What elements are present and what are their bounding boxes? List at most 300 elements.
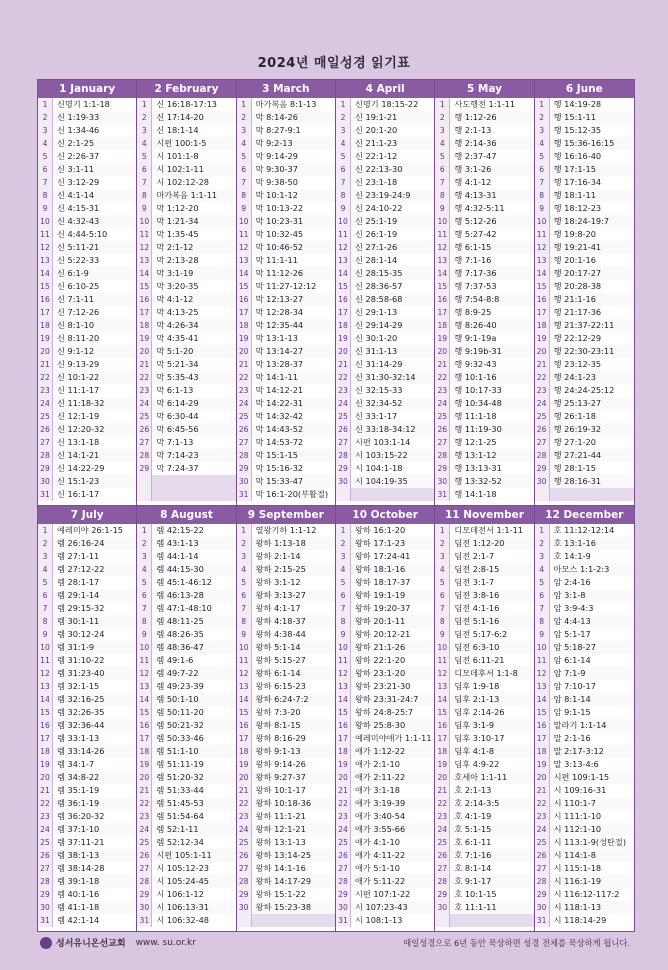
day-number: 8: [237, 189, 251, 202]
day-number: 29: [137, 888, 151, 901]
reading: 렘 31:1-9: [52, 641, 136, 654]
day-number: 20: [137, 345, 151, 358]
day-row: [137, 293, 235, 306]
day-number: 19: [535, 332, 549, 345]
reading: 막 15:33-47: [251, 475, 335, 488]
org-url[interactable]: www. su.or.kr: [135, 937, 196, 948]
reading: 렘 48:26-35: [151, 628, 235, 641]
day-number: 17: [137, 306, 151, 319]
day-number: 13: [535, 254, 549, 267]
reading: 렘 49:1-6: [151, 654, 235, 667]
reading: 렘 50:11-20: [151, 706, 235, 719]
day-row: [535, 654, 634, 667]
empty-cell: [449, 914, 533, 927]
day-number: 20: [237, 345, 251, 358]
day-number: 3: [336, 550, 350, 563]
day-number: 26: [435, 849, 449, 862]
day-number: 3: [336, 124, 350, 137]
day-number: 20: [38, 345, 52, 358]
reading: 신 29:14-29: [350, 319, 434, 332]
reading: 행 2:1-13: [449, 124, 533, 137]
day-row: [435, 280, 533, 293]
day-row: [237, 563, 335, 576]
day-row: [336, 488, 434, 501]
day-row: [435, 719, 533, 732]
day-row: [435, 475, 533, 488]
day-row: [336, 449, 434, 462]
reading: 신 21:1-23: [350, 137, 434, 150]
reading: 막 7:1-13: [151, 436, 235, 449]
reading: 신 28:36-57: [350, 280, 434, 293]
reading: 행 7:1-16: [449, 254, 533, 267]
day-number: 9: [38, 628, 52, 641]
reading: 신 31:1-13: [350, 345, 434, 358]
reading: 행 20:17-27: [549, 267, 634, 280]
day-row: [535, 488, 634, 501]
day-number: 25: [237, 410, 251, 423]
day-number: 14: [137, 693, 151, 706]
day-row: [237, 888, 335, 901]
day-number: 27: [237, 436, 251, 449]
month-header: 8 August: [137, 506, 235, 524]
reading: 왕하 7:3-20: [251, 706, 335, 719]
reading: 신 23:19-24:9: [350, 189, 434, 202]
day-row: [237, 319, 335, 332]
reading: 행 13:1-12: [449, 449, 533, 462]
day-number: 31: [535, 914, 549, 927]
day-number: 5: [535, 150, 549, 163]
day-row: [435, 306, 533, 319]
day-number: 14: [435, 693, 449, 706]
day-row: [38, 914, 136, 927]
day-number: 29: [137, 462, 151, 475]
day-number: 29: [237, 462, 251, 475]
reading: 왕하 3:13-27: [251, 589, 335, 602]
day-row: [237, 745, 335, 758]
reading: 행 16:16-40: [549, 150, 634, 163]
day-number: 23: [237, 384, 251, 397]
reading: 딤후 3:1-9: [449, 719, 533, 732]
day-row: [435, 576, 533, 589]
reading: 애가 5:1-10: [350, 862, 434, 875]
day-row: [137, 576, 235, 589]
day-number: 11: [535, 228, 549, 241]
month-header: 10 October: [336, 506, 434, 524]
day-row: [435, 176, 533, 189]
reading: 행 11:19-30: [449, 423, 533, 436]
day-row: [38, 293, 136, 306]
day-number: 17: [435, 306, 449, 319]
day-number: [535, 488, 549, 501]
day-number: 1: [137, 524, 151, 537]
day-row: [435, 384, 533, 397]
day-row: [336, 410, 434, 423]
day-number: 9: [535, 202, 549, 215]
day-row: [38, 150, 136, 163]
day-number: 4: [237, 137, 251, 150]
day-number: 31: [38, 488, 52, 501]
month-header: 5 May: [435, 80, 533, 98]
day-number: 23: [336, 384, 350, 397]
day-row: [336, 602, 434, 615]
day-number: 10: [435, 215, 449, 228]
reading: 행 27:21-44: [549, 449, 634, 462]
day-row: [535, 758, 634, 771]
day-number: 6: [137, 589, 151, 602]
reading: 렘 32:16-25: [52, 693, 136, 706]
day-number: 6: [137, 163, 151, 176]
day-number: 8: [336, 189, 350, 202]
day-row: [336, 462, 434, 475]
day-row: [237, 576, 335, 589]
day-row: [38, 202, 136, 215]
day-row: [237, 524, 335, 537]
day-number: 28: [336, 875, 350, 888]
reading: 행 25:13-27: [549, 397, 634, 410]
reading: 애가 3:19-39: [350, 797, 434, 810]
reading: 왕하 15:1-22: [251, 888, 335, 901]
day-row: [535, 150, 634, 163]
day-row: [38, 758, 136, 771]
day-number: 15: [38, 280, 52, 293]
reading: 막 9:2-13: [251, 137, 335, 150]
day-number: 19: [137, 758, 151, 771]
day-number: 21: [38, 358, 52, 371]
day-row: [435, 628, 533, 641]
day-number: 1: [137, 98, 151, 111]
day-number: 31: [237, 488, 251, 501]
day-row: [435, 98, 533, 111]
day-row: [435, 137, 533, 150]
reading: 딤전 4:1-16: [449, 602, 533, 615]
day-row: [435, 901, 533, 914]
reading: 렘 33:1-13: [52, 732, 136, 745]
reading: 막 9:38-50: [251, 176, 335, 189]
reading: 시 111:1-10: [549, 810, 634, 823]
day-number: 1: [535, 524, 549, 537]
reading: 행 12:1-25: [449, 436, 533, 449]
reading: 행 24:1-23: [549, 371, 634, 384]
day-number: 9: [137, 202, 151, 215]
reading: 애가 5:11-22: [350, 875, 434, 888]
day-number: 18: [435, 745, 449, 758]
reading: 왕하 1:13-18: [251, 537, 335, 550]
day-number: 9: [237, 628, 251, 641]
day-number: 11: [435, 228, 449, 241]
day-row: [535, 267, 634, 280]
day-row: [237, 98, 335, 111]
day-number: 17: [435, 732, 449, 745]
day-row: [535, 667, 634, 680]
reading: 시 105:12-23: [151, 862, 235, 875]
day-number: 24: [137, 397, 151, 410]
day-row: [435, 745, 533, 758]
reading: 딤전 3:8-16: [449, 589, 533, 602]
day-row: [535, 537, 634, 550]
reading: 렘 29:15-32: [52, 602, 136, 615]
day-number: 15: [237, 706, 251, 719]
day-row: [535, 241, 634, 254]
reading: 행 18:12-23: [549, 202, 634, 215]
day-row: [336, 306, 434, 319]
month-column: [535, 506, 634, 931]
reading: 신 3:1-11: [52, 163, 136, 176]
day-number: 29: [435, 888, 449, 901]
reading: 왕하 22:1-20: [350, 654, 434, 667]
day-row: [435, 784, 533, 797]
day-row: [435, 888, 533, 901]
reading: 행 15:12-35: [549, 124, 634, 137]
day-number: 22: [336, 797, 350, 810]
reading: 행 9:19b-31: [449, 345, 533, 358]
day-row: [535, 797, 634, 810]
day-number: 17: [336, 732, 350, 745]
day-row: [137, 423, 235, 436]
day-number: 11: [38, 654, 52, 667]
day-number: 31: [435, 488, 449, 501]
day-number: 5: [137, 576, 151, 589]
day-row: [535, 576, 634, 589]
day-number: 26: [38, 849, 52, 862]
reading: 행 18:24-19:7: [549, 215, 634, 228]
day-number: 24: [535, 397, 549, 410]
reading: 애가 2:1-10: [350, 758, 434, 771]
day-row: [38, 137, 136, 150]
reading: 신 11:18-32: [52, 397, 136, 410]
reading: 호세아 1:1-11: [449, 771, 533, 784]
reading: 딤후 1:9-18: [449, 680, 533, 693]
day-number: 8: [535, 189, 549, 202]
reading: 암 5:18-27: [549, 641, 634, 654]
day-number: 25: [38, 836, 52, 849]
reading: 신 29:1-13: [350, 306, 434, 319]
day-row: [435, 150, 533, 163]
day-row: [237, 602, 335, 615]
reading: 신 4:1-14: [52, 189, 136, 202]
reading: 시 106:1-12: [151, 888, 235, 901]
reading: 신 2:26-37: [52, 150, 136, 163]
day-number: 18: [38, 745, 52, 758]
reading: 왕하 6:15-23: [251, 680, 335, 693]
reading: 막 11:1-11: [251, 254, 335, 267]
day-number: 19: [535, 758, 549, 771]
day-number: 25: [38, 410, 52, 423]
reading: 왕하 13:14-25: [251, 849, 335, 862]
reading: 암 7:1-9: [549, 667, 634, 680]
day-number: 8: [435, 615, 449, 628]
day-number: 6: [435, 589, 449, 602]
day-row: [38, 888, 136, 901]
day-number: 18: [137, 319, 151, 332]
day-number: 12: [137, 667, 151, 680]
reading: 신 12:1-19: [52, 410, 136, 423]
reading: 행 10:17-33: [449, 384, 533, 397]
day-number: 8: [435, 189, 449, 202]
reading: 행 10:1-16: [449, 371, 533, 384]
month-column: [38, 506, 137, 931]
reading: 신명기 18:15-22: [350, 98, 434, 111]
day-row: [137, 875, 235, 888]
reading: 왕하 20:12-21: [350, 628, 434, 641]
reading: 행 10:34-48: [449, 397, 533, 410]
reading: 시편 107:1-22: [350, 888, 434, 901]
day-row: [237, 202, 335, 215]
reading: 행 24:24-25:12: [549, 384, 634, 397]
day-row: [237, 111, 335, 124]
day-number: 14: [38, 693, 52, 706]
day-row: [237, 176, 335, 189]
day-row: [237, 228, 335, 241]
reading: 암 3:9-4:3: [549, 602, 634, 615]
day-number: 5: [38, 150, 52, 163]
day-number: 27: [336, 436, 350, 449]
reading: 신 31:30-32:14: [350, 371, 434, 384]
day-number: 1: [535, 98, 549, 111]
day-number: 15: [336, 706, 350, 719]
day-row: [38, 589, 136, 602]
day-number: 13: [336, 254, 350, 267]
reading: 왕하 8:16-29: [251, 732, 335, 745]
day-number: 3: [237, 550, 251, 563]
day-number: 28: [435, 449, 449, 462]
reading: 행 27:1-20: [549, 436, 634, 449]
day-row: [535, 810, 634, 823]
day-number: 29: [237, 888, 251, 901]
month-header: 3 March: [237, 80, 335, 98]
day-number: 30: [336, 475, 350, 488]
day-number: 6: [38, 589, 52, 602]
reading: 딤후 4:1-8: [449, 745, 533, 758]
day-number: 28: [137, 449, 151, 462]
reading: 행 6:1-15: [449, 241, 533, 254]
day-row: [535, 98, 634, 111]
day-row: [336, 293, 434, 306]
reading: 행 2:37-47: [449, 150, 533, 163]
day-number: 23: [137, 384, 151, 397]
day-number: 12: [435, 667, 449, 680]
day-row: [237, 849, 335, 862]
day-row: [38, 641, 136, 654]
day-number: 9: [435, 628, 449, 641]
day-number: 31: [137, 914, 151, 927]
day-row: [237, 537, 335, 550]
reading: 막 6:30-44: [151, 410, 235, 423]
day-number: 22: [535, 797, 549, 810]
reading: 왕하 5:15-27: [251, 654, 335, 667]
reading: 암 8:1-14: [549, 693, 634, 706]
day-row: [137, 914, 235, 927]
day-row: [435, 202, 533, 215]
reading: 신 7:12-26: [52, 306, 136, 319]
reading: 신 28:1-14: [350, 254, 434, 267]
empty-cell: [151, 488, 235, 501]
reading: 막 6:45-56: [151, 423, 235, 436]
day-number: 18: [237, 745, 251, 758]
reading: 신명기 1:1-18: [52, 98, 136, 111]
day-number: 18: [336, 745, 350, 758]
reading: 애가 3:55-66: [350, 823, 434, 836]
day-number: 13: [38, 254, 52, 267]
reading: 렘 46:13-28: [151, 589, 235, 602]
day-number: 12: [38, 241, 52, 254]
reading: 행 9:1-19a: [449, 332, 533, 345]
day-number: 10: [535, 641, 549, 654]
day-row: [535, 914, 634, 927]
day-number: 5: [435, 576, 449, 589]
reading: 행 17:16-34: [549, 176, 634, 189]
reading: 신 7:1-11: [52, 293, 136, 306]
reading: 막 13:1-13: [251, 332, 335, 345]
day-row: [535, 410, 634, 423]
day-row: [237, 410, 335, 423]
day-row: [237, 475, 335, 488]
day-row: [535, 641, 634, 654]
day-row: [336, 215, 434, 228]
day-number: 4: [38, 563, 52, 576]
reading: 행 28:16-31: [549, 475, 634, 488]
day-row: [137, 98, 235, 111]
reading: 시 118:14-29: [549, 914, 634, 927]
reading: 왕하 17:1-23: [350, 537, 434, 550]
day-number: 21: [336, 784, 350, 797]
reading: 렘 42:1-14: [52, 914, 136, 927]
day-number: 22: [237, 371, 251, 384]
day-row: [38, 537, 136, 550]
reading: 말라기 1:1-14: [549, 719, 634, 732]
reading: 왕하 13:1-13: [251, 836, 335, 849]
reading: 왕하 14:17-29: [251, 875, 335, 888]
day-number: 10: [237, 641, 251, 654]
day-number: 31: [38, 914, 52, 927]
day-row: [435, 732, 533, 745]
day-number: [435, 914, 449, 927]
day-number: 17: [237, 306, 251, 319]
day-number: 19: [38, 758, 52, 771]
day-row: [38, 654, 136, 667]
day-number: 12: [137, 241, 151, 254]
day-number: 26: [535, 849, 549, 862]
day-number: 14: [535, 693, 549, 706]
day-row: [336, 98, 434, 111]
reading: 시 103:15-22: [350, 449, 434, 462]
day-number: 2: [38, 111, 52, 124]
day-number: 14: [336, 693, 350, 706]
day-number: 21: [435, 784, 449, 797]
reading: 렘 31:23-40: [52, 667, 136, 680]
reading: 신 24:10-22: [350, 202, 434, 215]
reading: 렘 45:1-46:12: [151, 576, 235, 589]
day-row: [535, 358, 634, 371]
reading: 딤후 3:10-17: [449, 732, 533, 745]
day-number: 3: [435, 550, 449, 563]
month-header: 7 July: [38, 506, 136, 524]
day-row: [38, 706, 136, 719]
day-row: [38, 436, 136, 449]
day-row: [237, 358, 335, 371]
day-number: 10: [137, 215, 151, 228]
day-number: 6: [535, 589, 549, 602]
day-row: [336, 550, 434, 563]
day-number: 23: [435, 810, 449, 823]
reading: 막 6:1-13: [151, 384, 235, 397]
reading: 호 11:1-11: [449, 901, 533, 914]
reading: 시 108:1-13: [350, 914, 434, 927]
day-number: 5: [435, 150, 449, 163]
month-header: 12 December: [535, 506, 634, 524]
reading: 신 18:1-14: [151, 124, 235, 137]
day-number: 15: [137, 280, 151, 293]
reading: 열왕기하 1:1-12: [251, 524, 335, 537]
